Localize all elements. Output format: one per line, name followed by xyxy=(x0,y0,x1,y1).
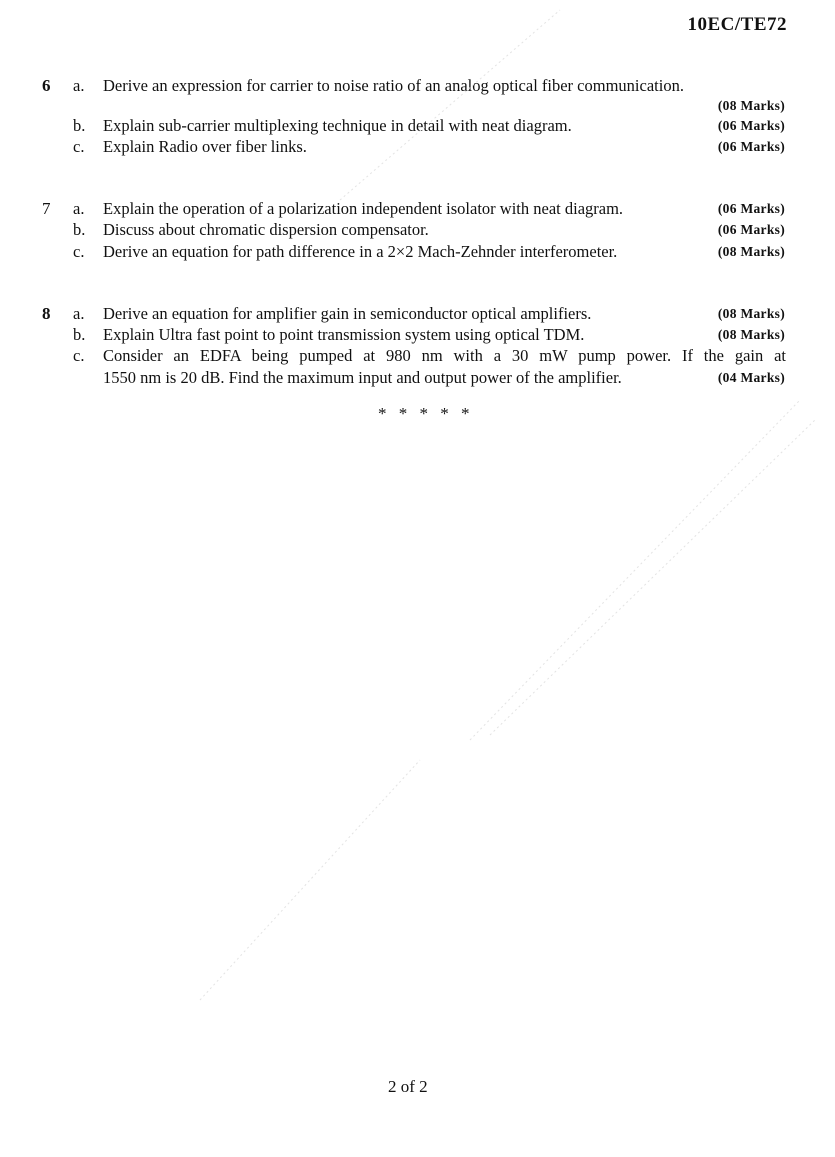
part-label: a. xyxy=(73,304,85,323)
part-label: c. xyxy=(73,242,85,261)
question-number: 7 xyxy=(42,199,51,218)
part-label: c. xyxy=(73,137,85,156)
part-text: Derive an equation for path difference in a 2×2 Mach-Zehnder interferometer. xyxy=(103,242,618,261)
end-marker: * * * * * xyxy=(378,404,474,423)
part-text: Consider an EDFA being pumped at 980 nm with a 30 mW pump power. If the gain at xyxy=(103,346,786,365)
part-marks: (06 Marks) xyxy=(717,201,785,216)
part-label: c. xyxy=(73,346,85,365)
part-marks: (08 Marks) xyxy=(717,98,785,113)
part-label: b. xyxy=(73,325,86,344)
part-text: Derive an equation for amplifier gain in semiconductor optical amplifiers. xyxy=(103,304,592,323)
course-code: 10EC/TE72 xyxy=(687,14,787,35)
part-marks: (06 Marks) xyxy=(717,139,785,154)
part-marks: (04 Marks) xyxy=(717,370,785,385)
part-text: Explain Radio over fiber links. xyxy=(103,137,307,156)
part-text: Discuss about chromatic dispersion compensator. xyxy=(103,220,429,239)
part-label: b. xyxy=(73,220,86,239)
part-label: a. xyxy=(73,76,85,95)
question-number: 8 xyxy=(42,304,51,323)
question-number: 6 xyxy=(42,76,51,95)
page-number: 2 of 2 xyxy=(388,1077,428,1096)
part-label: b. xyxy=(73,116,86,135)
part-marks: (08 Marks) xyxy=(717,244,785,259)
part-text: Derive an expression for carrier to noise ratio of an analog optical fiber communication. xyxy=(103,76,684,95)
part-marks: (08 Marks) xyxy=(717,306,785,321)
part-marks: (06 Marks) xyxy=(717,118,785,133)
part-marks: (06 Marks) xyxy=(717,222,785,237)
part-label: a. xyxy=(73,199,85,218)
part-text-continued: 1550 nm is 20 dB. Find the maximum input and output power of the amplifier. xyxy=(103,368,622,387)
part-marks: (08 Marks) xyxy=(717,327,785,342)
part-text: Explain the operation of a polarization independent isolator with neat diagram. xyxy=(103,199,624,218)
part-text: Explain Ultra fast point to point transmission system using optical TDM. xyxy=(103,325,585,344)
part-text: Explain sub-carrier multiplexing technique in detail with neat diagram. xyxy=(103,116,572,135)
